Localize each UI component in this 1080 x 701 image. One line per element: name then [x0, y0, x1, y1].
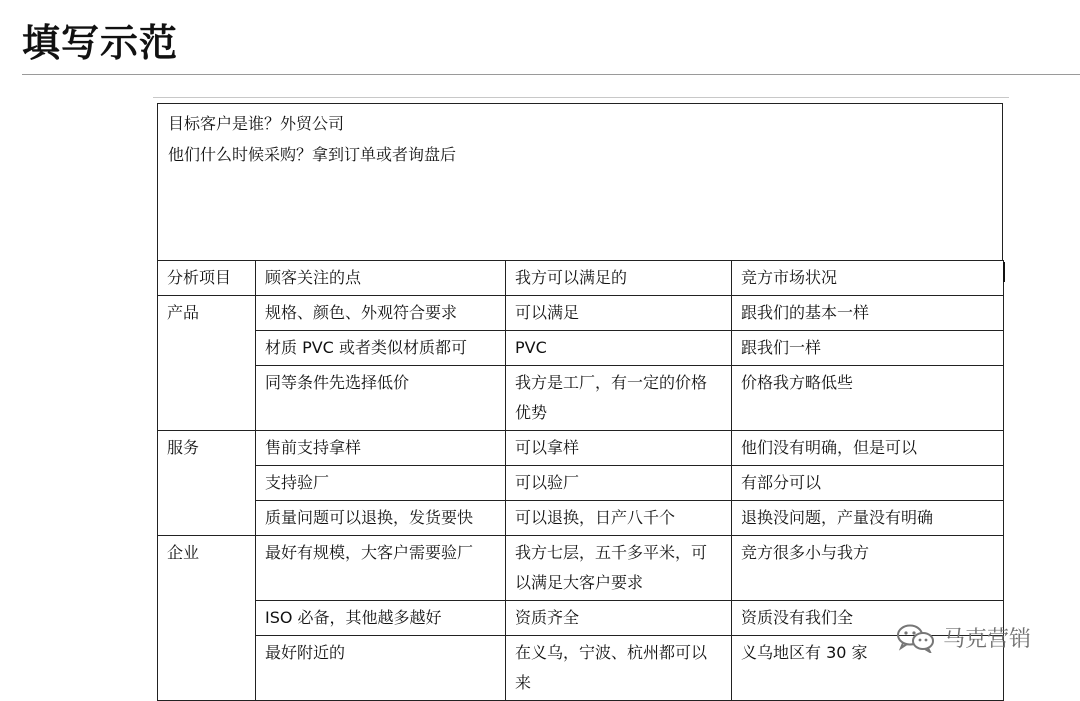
page-guide-line [153, 97, 1009, 98]
intro-cell[interactable] [157, 103, 1003, 260]
wechat-icon [895, 623, 937, 653]
table-cell[interactable]: 最好有规模，大客户需要验厂 [256, 536, 506, 601]
table-cell[interactable]: 有部分可以 [732, 466, 1004, 501]
intro-line-target-customer: 目标客户是谁？外贸公司 [168, 114, 345, 133]
table-cell[interactable]: PVC [506, 331, 732, 366]
table-cell[interactable]: 退换没问题，产量没有明确 [732, 501, 1004, 536]
table-row [158, 536, 1004, 601]
table-row [158, 601, 1004, 636]
category-cell-enterprise[interactable]: 企业 [158, 536, 256, 701]
header-cell[interactable]: 竞方市场状况 [732, 261, 1004, 296]
table-cell[interactable]: 材质 PVC 或者类似材质都可 [256, 331, 506, 366]
table-cell[interactable]: 竞方很多小与我方 [732, 536, 1004, 601]
category-cell-service[interactable]: 服务 [158, 431, 256, 536]
watermark [895, 622, 1031, 653]
table-cell[interactable]: 售前支持拿样 [256, 431, 506, 466]
table-row [158, 636, 1004, 701]
table-cell[interactable]: 规格、颜色、外观符合要求 [256, 296, 506, 331]
watermark-text: 马克营销 [943, 627, 1032, 652]
table-row [158, 366, 1004, 431]
table-row [158, 431, 1004, 466]
table-cell[interactable]: 义乌地区有 30 家 [732, 636, 1004, 701]
table-cell[interactable]: 可以验厂 [506, 466, 732, 501]
table-header-row [158, 261, 1004, 296]
header-cell[interactable]: 我方可以满足的 [506, 261, 732, 296]
table-cell[interactable]: 跟我们的基本一样 [732, 296, 1004, 331]
table-cell[interactable]: 支持验厂 [256, 466, 506, 501]
table-cell[interactable]: 跟我们一样 [732, 331, 1004, 366]
table-row [158, 296, 1004, 331]
table-row [158, 501, 1004, 536]
header-cell[interactable]: 分析项目 [158, 261, 256, 296]
table-cell[interactable]: 可以拿样 [506, 431, 732, 466]
table-cell[interactable]: 同等条件先选择低价 [256, 366, 506, 431]
document-area [157, 103, 1003, 701]
table-cell[interactable]: 他们没有明确，但是可以 [732, 431, 1004, 466]
page-title: 填写示范 [22, 21, 179, 65]
table-row [158, 331, 1004, 366]
text-cursor [1003, 262, 1005, 282]
table-cell[interactable]: 可以满足 [506, 296, 732, 331]
analysis-table [157, 260, 1004, 701]
title-divider [22, 74, 1080, 75]
table-cell[interactable]: ISO 必备，其他越多越好 [256, 601, 506, 636]
table-cell[interactable]: 价格我方略低些 [732, 366, 1004, 431]
table-cell[interactable]: 质量问题可以退换，发货要快 [256, 501, 506, 536]
header-cell[interactable]: 顾客关注的点 [256, 261, 506, 296]
table-cell[interactable]: 在义乌，宁波、杭州都可以来 [506, 636, 732, 701]
table-row [158, 466, 1004, 501]
table-cell[interactable]: 可以退换，日产八千个 [506, 501, 732, 536]
intro-line-purchase-time: 他们什么时候采购？拿到订单或者询盘后 [168, 145, 457, 164]
table-cell[interactable]: 最好附近的 [256, 636, 506, 701]
category-cell-product[interactable]: 产品 [158, 296, 256, 431]
table-cell[interactable]: 资质齐全 [506, 601, 732, 636]
table-cell[interactable]: 资质没有我们全 [732, 601, 1004, 636]
table-cell[interactable]: 我方是工厂，有一定的价格优势 [506, 366, 732, 431]
table-cell[interactable]: 我方七层，五千多平米，可以满足大客户要求 [506, 536, 732, 601]
